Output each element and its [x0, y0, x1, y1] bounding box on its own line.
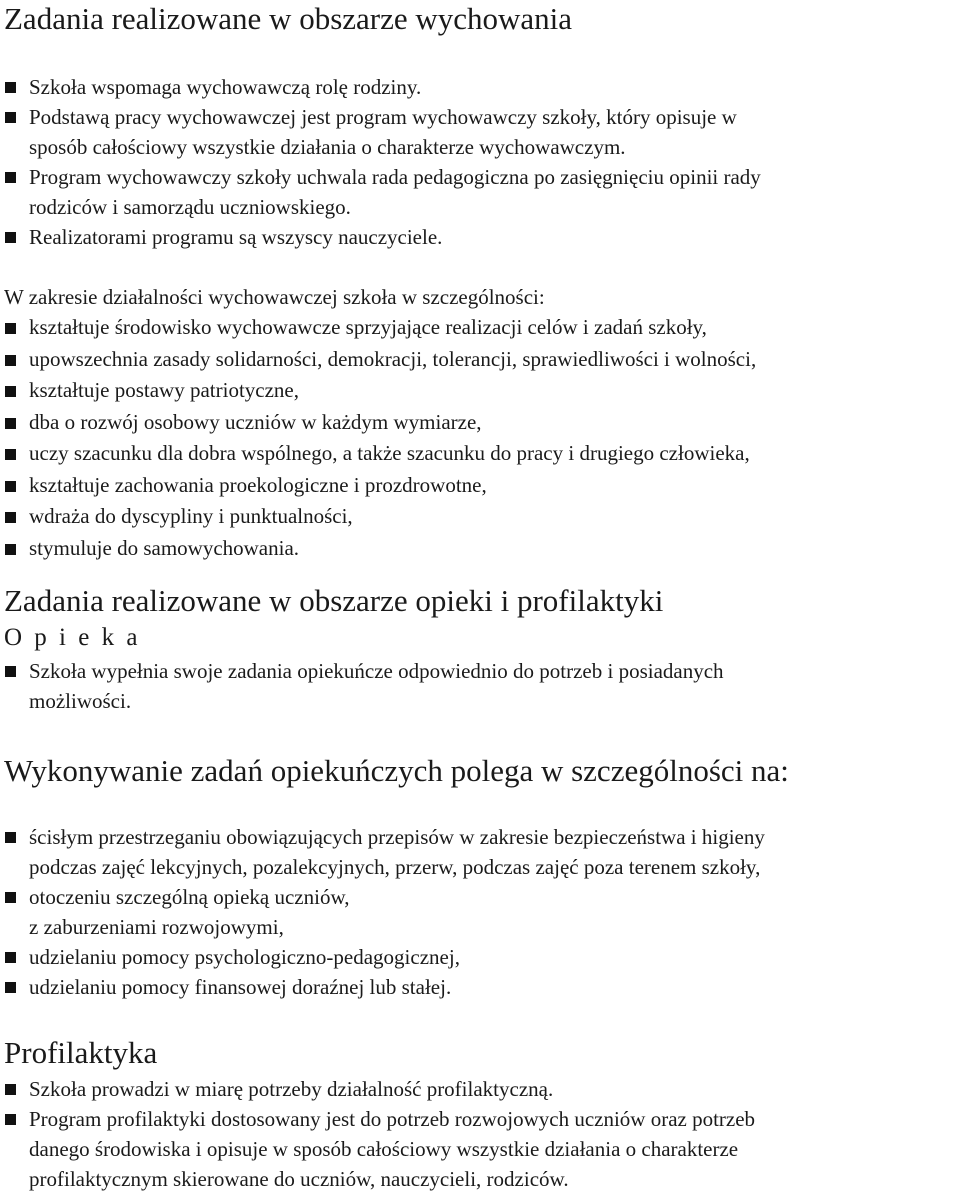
list-item: dba o rozwój osobowy uczniów w każdym wymiarze, [0, 407, 960, 439]
bullet-icon [5, 1114, 16, 1125]
opieka-list [0, 656, 960, 716]
list-item: kształtuje środowisko wychowawcze sprzyjające realizacji celów i zadań szkoły, [0, 312, 960, 344]
bullet-icon [5, 1084, 16, 1095]
wykonywanie-list [0, 822, 960, 1002]
list-item: uczy szacunku dla dobra wspólnego, a także szacunku do pracy i drugiego człowieka, [0, 438, 960, 470]
list-item: Podstawą pracy wychowawczej jest program wychowawczy szkoły, który opisuje w sposób całościowy wszystkie działania o charakterze wychowawczym. [0, 102, 960, 162]
bullet-icon [5, 666, 16, 677]
bullet-icon [5, 982, 16, 993]
wychowanie-list [0, 72, 960, 252]
bullet-icon [5, 82, 16, 93]
bullet-icon [5, 418, 16, 429]
bullet-icon [5, 112, 16, 123]
section-title-opieka: Zadania realizowane w obszarze opieki i profilaktyki [4, 583, 664, 618]
profilaktyka-list [0, 1074, 960, 1194]
list-item: udzielaniu pomocy finansowej doraźnej lub stałej. [0, 972, 960, 1002]
list-item: upowszechnia zasady solidarności, demokracji, tolerancji, sprawiedliwości i wolności, [0, 344, 960, 376]
list-item: wdraża do dyscypliny i punktualności, [0, 501, 960, 533]
list-item: kształtuje zachowania proekologiczne i prozdrowotne, [0, 470, 960, 502]
list-item: udzielaniu pomocy psychologiczno-pedagogicznej, [0, 942, 960, 972]
bullet-icon [5, 172, 16, 183]
bullet-icon [5, 386, 16, 397]
bullet-icon [5, 892, 16, 903]
list-item: Program wychowawczy szkoły uchwala rada pedagogiczna po zasięgnięciu opinii rady rodziców i samorządu uczniowskiego. [0, 162, 960, 222]
bullet-icon [5, 232, 16, 243]
section-title-wychowanie: Zadania realizowane w obszarze wychowania [4, 1, 573, 36]
bullet-icon [5, 952, 16, 963]
list-item: ścisłym przestrzeganiu obowiązujących przepisów w zakresie bezpieczeństwa i higieny podczas zajęć lekcyjnych, pozalekcyjnych, przerw, podczas zajęć poza terenem szkoły, [0, 822, 960, 882]
bullet-icon [5, 355, 16, 366]
subtitle-opieka: O p i e k a [4, 624, 141, 651]
bullet-icon [5, 512, 16, 523]
bullet-icon [5, 323, 16, 334]
list-item: stymuluje do samowychowania. [0, 533, 960, 565]
list-item: Szkoła wypełnia swoje zadania opiekuńcze odpowiednio do potrzeb i posiadanych możliwości. [0, 656, 960, 716]
section-title-profilaktyka: Profilaktyka [4, 1035, 158, 1070]
bullet-icon [5, 481, 16, 492]
list-item: otoczeniu szczególną opieką uczniów, z zaburzeniami rozwojowymi, [0, 882, 960, 942]
list-item: Szkoła wspomaga wychowawczą rolę rodziny. [0, 72, 960, 102]
list-item: Szkoła prowadzi w miarę potrzeby działalność profilaktyczną. [0, 1074, 960, 1104]
section-title-wykonywanie: Wykonywanie zadań opiekuńczych polega w szczególności na: [4, 753, 789, 788]
list-item: Realizatorami programu są wszyscy nauczyciele. [0, 222, 960, 252]
zakres-intro: W zakresie działalności wychowawczej szkoła w szczególności: [4, 285, 545, 309]
bullet-icon [5, 449, 16, 460]
list-item: kształtuje postawy patriotyczne, [0, 375, 960, 407]
zakres-list [0, 312, 960, 564]
list-item: Program profilaktyki dostosowany jest do potrzeb rozwojowych uczniów oraz potrzeb danego środowiska i opisuje w sposób całościowy wszystkie działania o charakterze profilaktycznym skierowane do uczniów, nauczycieli, rodziców. [0, 1104, 960, 1194]
bullet-icon [5, 544, 16, 555]
bullet-icon [5, 832, 16, 843]
